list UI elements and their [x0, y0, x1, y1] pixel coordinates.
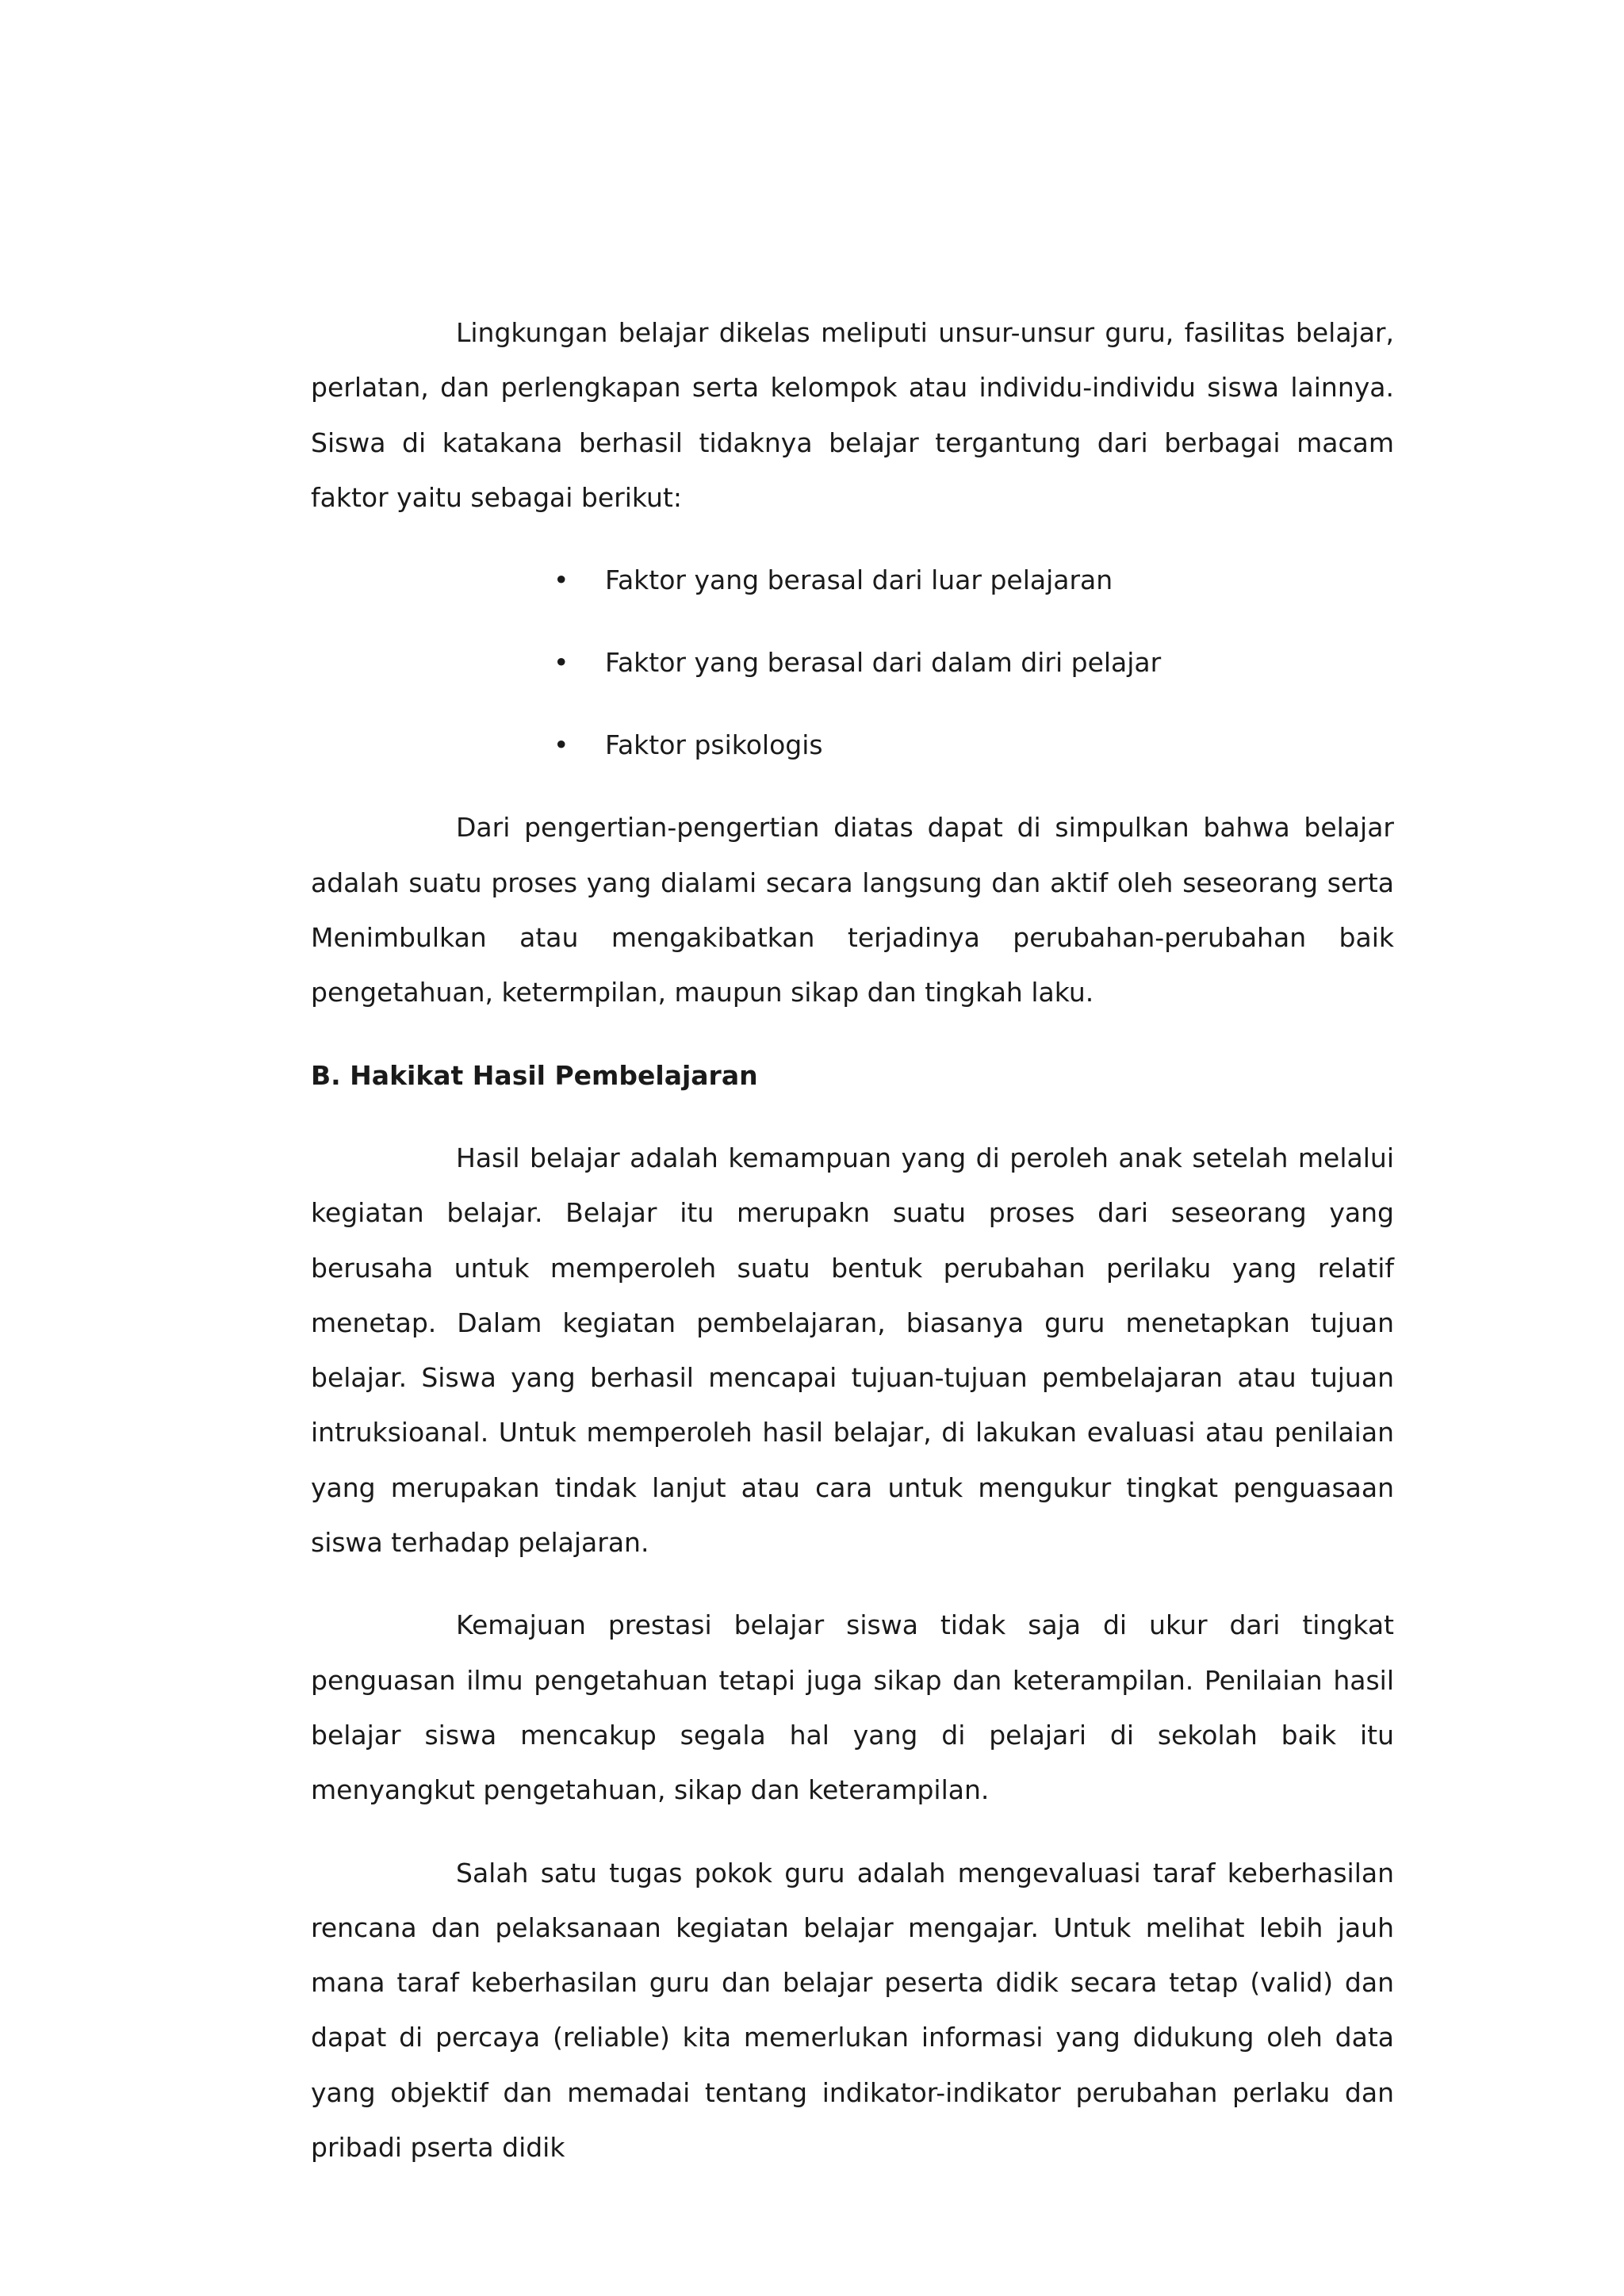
bullet-icon: •: [553, 647, 569, 679]
section-paragraph: Hasil belajar adalah kemampuan yang di peroleh anak setelah melalui kegiatan belajar. Belajar itu merupakn suatu proses dari seseorang yang berusaha untuk memperoleh suatu bentuk perubahan perilaku yang relatif menetap. Dalam kegiatan pembelajaran, biasanya guru menetapkan tujuan belajar. Siswa yang berhasil mencapai tujuan-tujuan pembelajaran atau tujuan intruksioanal. Untuk memperoleh hasil belajar, di lakukan evaluasi atau penilaian yang merupakan tindak lanjut atau cara untuk mengukur tingkat penguasaan siswa terhadap pelajaran.: [311, 1142, 1394, 1559]
list-item: [311, 635, 1394, 690]
list-item: [311, 553, 1394, 607]
intro-paragraph: Lingkungan belajar dikelas meliputi unsur-unsur guru, fasilitas belajar, perlatan, dan perlengkapan serta kelompok atau individu-individu siswa lainnya. Siswa di katakana berhasil tidaknya belajar tergantung dari berbagai macam faktor yaitu sebagai berikut:: [311, 317, 1394, 513]
list-item-text: Faktor yang berasal dari dalam diri pelajar: [605, 647, 1162, 679]
section-paragraph: Kemajuan prestasi belajar siswa tidak saja di ukur dari tingkat penguasan ilmu pengetahuan tetapi juga sikap dan keterampilan. Penilaian hasil belajar siswa mencakup segala hal yang di pelajari di sekolah baik itu menyangkut pengetahuan, sikap dan keterampilan.: [311, 1609, 1394, 1806]
list-item: [311, 718, 1394, 772]
bullet-icon: •: [553, 729, 569, 761]
document-page: [311, 305, 1394, 2175]
section-paragraph: Salah satu tugas pokok guru adalah mengevaluasi taraf keberhasilan rencana dan pelaksanaan kegiatan belajar mengajar. Untuk melihat lebih jauh mana taraf keberhasilan guru dan belajar peserta didik secara tetap (valid) dan dapat di percaya (reliable) kita memerlukan informasi yang didukung oleh data yang objektif dan memadai tentang indikator-indikator perubahan perlaku dan pribadi pserta didik: [311, 1857, 1394, 2163]
factor-list: [311, 553, 1394, 772]
conclusion-paragraph: Dari pengertian-pengertian diatas dapat di simpulkan bahwa belajar adalah suatu proses yang dialami secara langsung dan aktif oleh seseorang serta Menimbulkan atau mengakibatkan terjadinya perubahan-perubahan baik pengetahuan, ketermpilan, maupun sikap dan tingkah laku.: [311, 812, 1394, 1008]
bullet-icon: •: [553, 564, 569, 596]
list-item-text: Faktor psikologis: [605, 729, 823, 761]
section-heading: B. Hakikat Hasil Pembelajaran: [311, 1059, 758, 1091]
list-item-text: Faktor yang berasal dari luar pelajaran: [605, 564, 1113, 596]
